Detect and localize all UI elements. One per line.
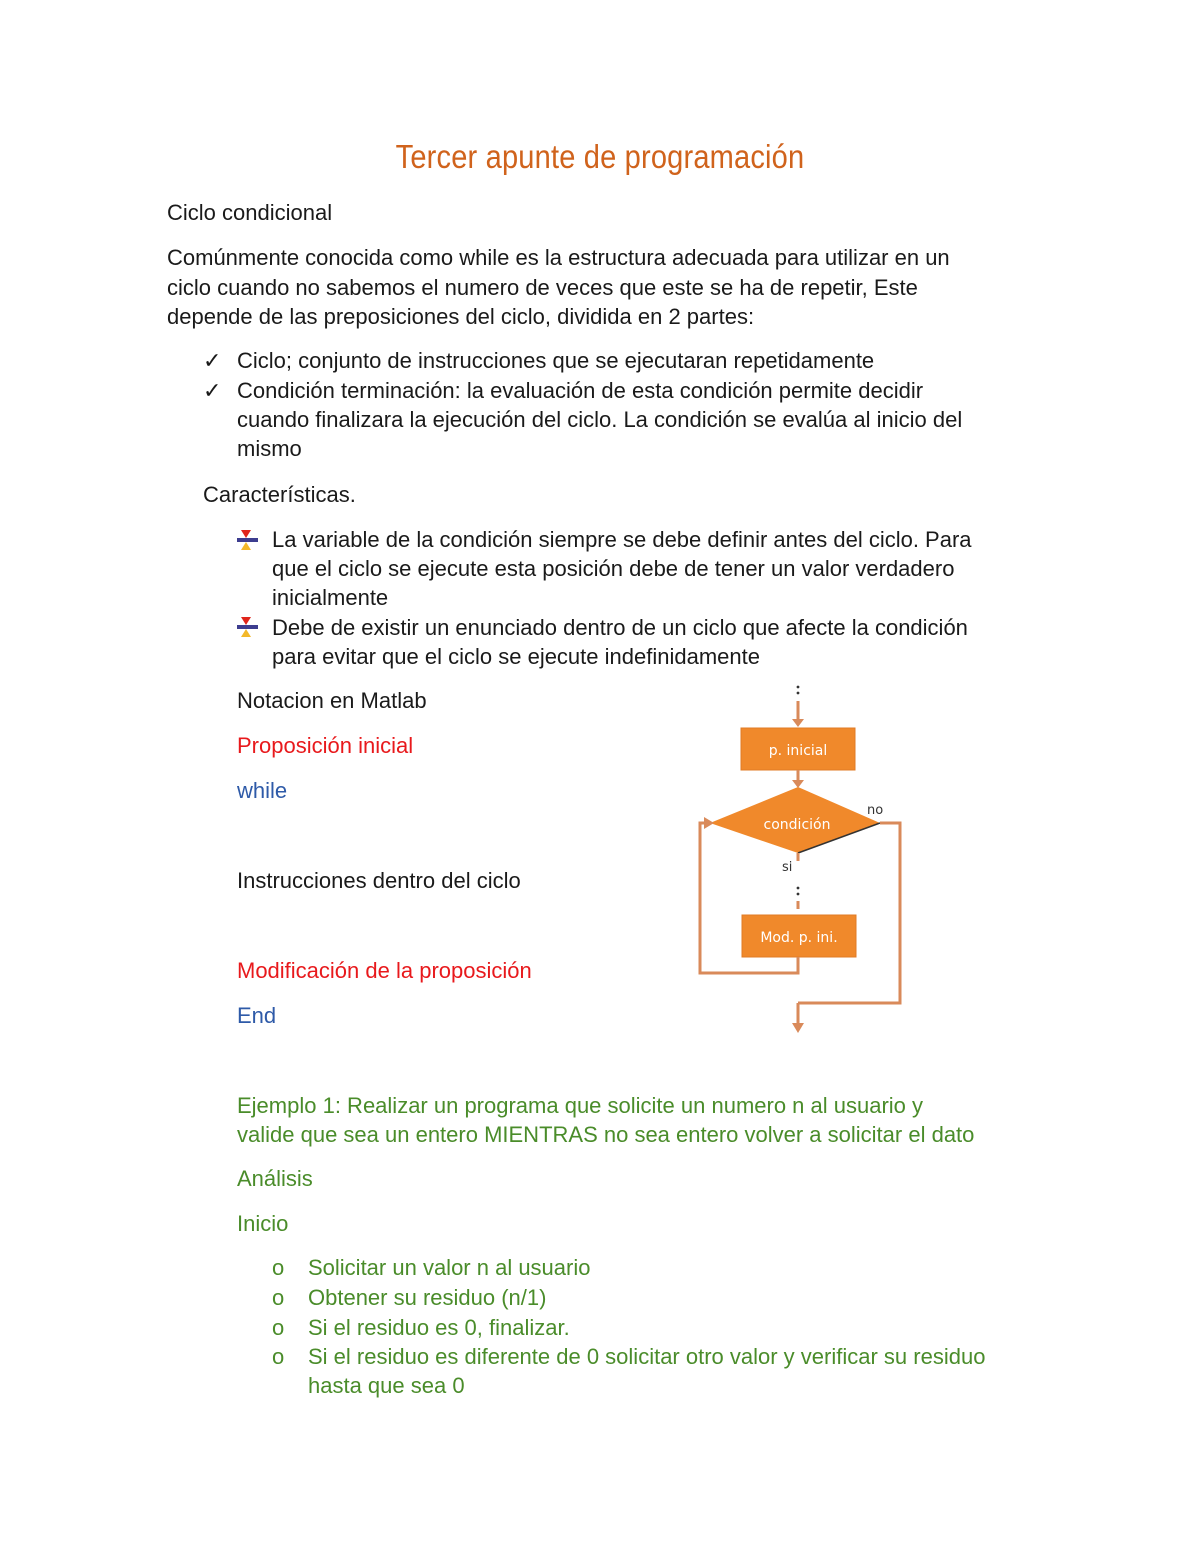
- notation-initial: Proposición inicial: [237, 733, 414, 758]
- circle-bullet-icon: o: [272, 1255, 285, 1280]
- check-item-2-line-3: mismo: [237, 436, 302, 461]
- checkmark-icon: ✓: [203, 348, 222, 373]
- step-4-line-1: Si el residuo es diferente de 0 solicitar otro valor y verificar su residuo: [308, 1344, 986, 1369]
- step-1: Solicitar un valor n al usuario: [308, 1255, 591, 1280]
- mod-box-label: Mod. p. ini.: [760, 930, 838, 946]
- start-heading: Inicio: [237, 1211, 289, 1236]
- notation-end: End: [237, 1003, 277, 1028]
- yes-label: si: [782, 860, 793, 875]
- arrow-bullet-icon: [237, 617, 259, 637]
- intro-line-1: Comúnmente conocida como while es la estructura adecuada para utilizar en un: [167, 245, 950, 270]
- notation-modification: Modificación de la proposición: [237, 958, 532, 983]
- analysis-heading: Análisis: [237, 1166, 313, 1191]
- step-4-line-2: hasta que sea 0: [308, 1373, 465, 1398]
- circle-bullet-icon: o: [272, 1344, 285, 1369]
- example-line-1: Ejemplo 1: Realizar un programa que solicite un numero n al usuario y: [237, 1093, 924, 1118]
- document-title: Tercer apunte de programación: [395, 138, 805, 175]
- notation-body: Instrucciones dentro del ciclo: [237, 868, 521, 893]
- step-2: Obtener su residuo (n/1): [308, 1285, 547, 1310]
- example-line-2: valide que sea un entero MIENTRAS no sea entero volver a solicitar el dato: [237, 1122, 975, 1147]
- arrow-bullet-icon: [237, 530, 259, 550]
- arrow-item-1-line-1: La variable de la condición siempre se debe definir antes del ciclo. Para: [272, 527, 972, 552]
- characteristics-heading: Características.: [203, 482, 356, 507]
- start-box-label: p. inicial: [768, 743, 828, 759]
- no-label: no: [867, 803, 884, 818]
- arrow-item-1-line-2: que el ciclo se ejecute esta posición debe de tener un valor verdadero: [272, 556, 955, 581]
- intro-line-3: depende de las preposiciones del ciclo, dividida en 2 partes:: [167, 304, 755, 329]
- check-item-2-line-1: Condición terminación: la evaluación de esta condición permite decidir: [237, 378, 924, 403]
- check-item-1-line-1: Ciclo; conjunto de instrucciones que se ejecutaran repetidamente: [237, 348, 875, 373]
- section-heading: Ciclo condicional: [167, 200, 333, 225]
- arrow-item-1-line-3: inicialmente: [272, 585, 389, 610]
- circle-bullet-icon: o: [272, 1285, 285, 1310]
- circle-bullet-icon: o: [272, 1315, 285, 1340]
- arrow-item-2-line-2: para evitar que el ciclo se ejecute indefinidamente: [272, 644, 760, 669]
- intro-line-2: ciclo cuando no sabemos el numero de veces que este se ha de repetir, Este: [167, 275, 918, 300]
- condition-label: condición: [763, 817, 831, 833]
- checkmark-icon: ✓: [203, 378, 222, 403]
- while-flowchart: [686, 683, 926, 1053]
- step-3: Si el residuo es 0, finalizar.: [308, 1315, 570, 1340]
- notation-heading: Notacion en Matlab: [237, 688, 427, 713]
- check-item-2-line-2: cuando finalizara la ejecución del ciclo. La condición se evalúa al inicio del: [237, 407, 963, 432]
- notation-while: while: [237, 778, 288, 803]
- arrow-item-2-line-1: Debe de existir un enunciado dentro de un ciclo que afecte la condición: [272, 615, 968, 640]
